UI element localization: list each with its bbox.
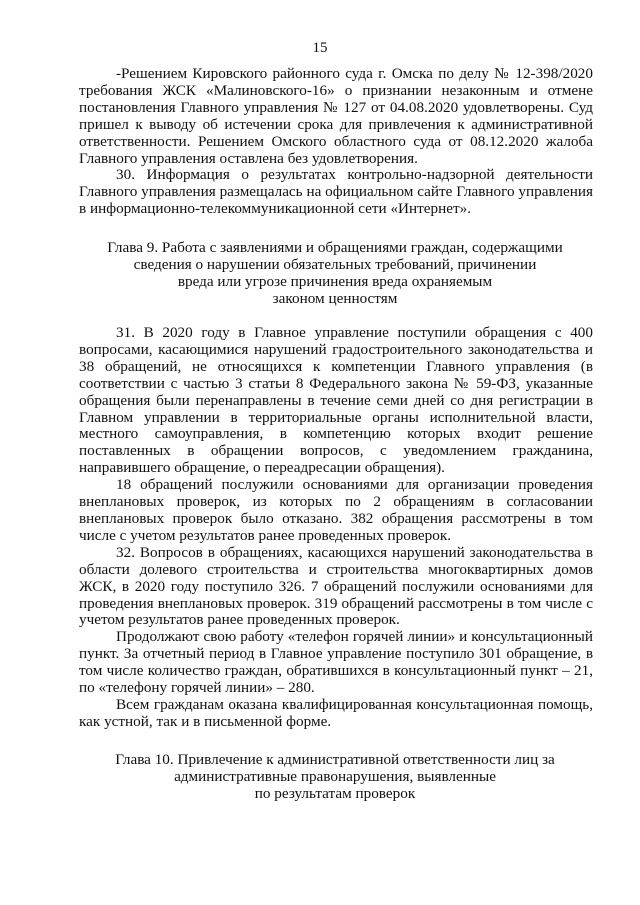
chapter-9-heading bbox=[100, 240, 570, 308]
paragraph-18-appeals: 18 обращений послужили основаниями для организации проведения внеплановых проверок, из которых по 2 обращениям в согласовании внеплановых проверок было отказано. 382 обращения рассмотрены в том числе с учетом результатов ранее проведенных проверок. bbox=[79, 476, 593, 544]
chapter-9-heading-line: вреда или угрозе причинения вреда охраняемым bbox=[177, 272, 493, 290]
chapter-10-heading-line: административные правонарушения, выявленные bbox=[174, 767, 496, 785]
section-appeals bbox=[79, 325, 593, 731]
chapter-9-heading-line: законом ценностям bbox=[272, 289, 398, 307]
paragraph-consultation-help: Всем гражданам оказана квалифицированная консультационная помощь, как устной, так и в письменной форме. bbox=[79, 695, 593, 730]
chapter-10-heading-line: Глава 10. Привлечение к административной ответственности лиц за bbox=[115, 751, 555, 768]
chapter-9-heading-line: сведения о нарушении обязательных требований, причинении bbox=[133, 255, 537, 273]
paragraph-31: 31. В 2020 году в Главное управление поступили обращения с 400 вопросами, касающимися нарушений градостроительного законодательства и 38 обращений, не относящихся к компетенции Главного управления (в соответствии с частью 3 статьи 8 Федерального закона № 59-ФЗ, указанные обращения были перенаправлены в течение семи дней со дня регистрации в Главном управлении в территориальные органы исполнительной власти, местного самоуправления, в компетенцию которых входит решение поставленных в обращении вопросов, с уведомлением гражданина, направившего обращение, о переадресации обращения). bbox=[79, 324, 593, 477]
paragraph-32: 32. Вопросов в обращениях, касающихся нарушений законодательства в области долевого строительства и строительства многоквартирных домов ЖСК, в 2020 году поступило 326. 7 обращений послужили основаниями для проведения внеплановых проверок. 319 обращений рассмотрены в том числе с учетом результатов ранее проведенных проверок. bbox=[79, 543, 593, 629]
section-court-results bbox=[79, 66, 593, 218]
page-number: 15 bbox=[312, 40, 328, 56]
chapter-9-heading-line: Глава 9. Работа с заявлениями и обращениями граждан, содержащими bbox=[107, 239, 563, 256]
paragraph-30: 30. Информация о результатах контрольно-надзорной деятельности Главного управления размещалась на официальном сайте Главного управления в информационно-телекоммуникационной сети «Интернет». bbox=[79, 166, 593, 218]
paragraph-hotline: Продолжают свою работу «телефон горячей линии» и консультационный пункт. За отчетный период в Главное управление поступило 301 обращение, в том числе количество граждан, обратившихся в консультационный пункт – 21, по «телефону горячей линии» – 280. bbox=[79, 628, 593, 697]
chapter-10-heading bbox=[100, 752, 570, 803]
chapter-10-heading-line: по результатам проверок bbox=[254, 784, 416, 802]
paragraph-court-decision: -Решением Кировского районного суда г. Омска по делу № 12-398/2020 требования ЖСК «Малиновского-16» о признании незаконным и отмене постановления Главного управления № 127 от 04.08.2020 удовлетворены. Суд пришел к выводу об истечении срока для привлечения к административной ответственности. Решением Омского областного суда от 08.12.2020 жалоба Главного управления оставлена без удовлетворения. bbox=[79, 65, 593, 167]
